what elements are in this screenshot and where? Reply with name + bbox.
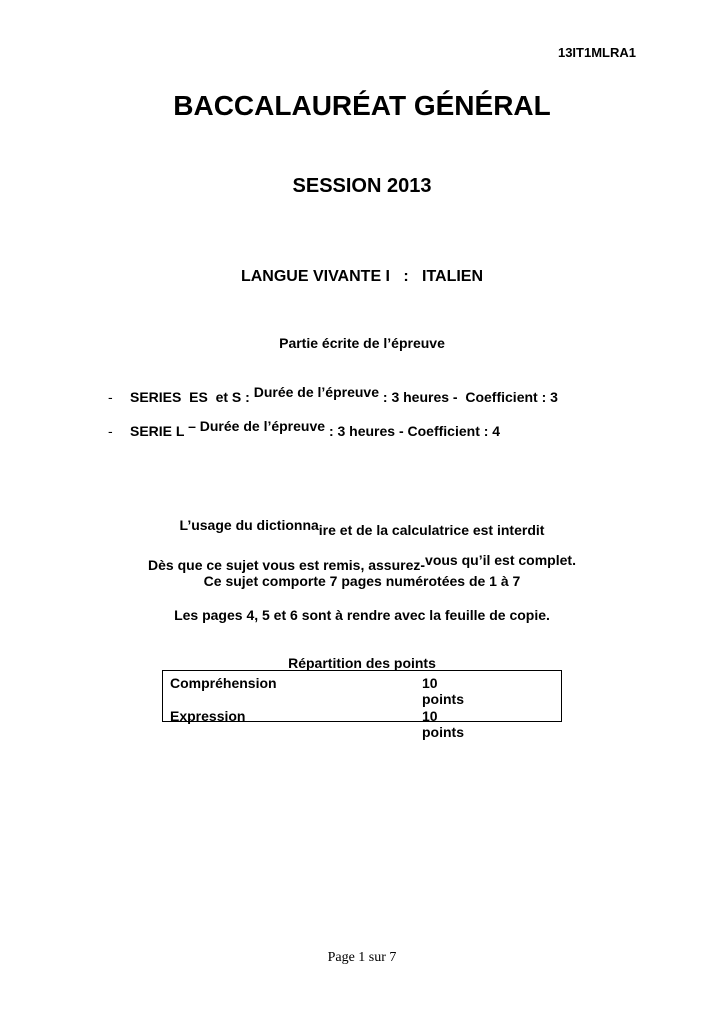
- exam-title: BACCALAURÉAT GÉNÉRAL: [173, 90, 551, 121]
- notice-usage-b: ire et de la calculatrice est interdit: [318, 522, 545, 538]
- series-line-1: [130, 384, 558, 405]
- part-title: Partie écrite de l’épreuve: [279, 335, 445, 351]
- points-row: [170, 708, 464, 740]
- notice-usage: [0, 517, 724, 538]
- notice-complete: [0, 552, 724, 573]
- series-duration-label-1: Durée de l’épreuve: [253, 384, 379, 400]
- notice-complete-a: Dès que ce sujet vous est remis, assurez-: [148, 557, 426, 573]
- series-details-1: : 3 heures - Coefficient : 3: [382, 389, 558, 405]
- points-table: [162, 670, 562, 740]
- series-details-2: : 3 heures - Coefficient : 4: [328, 423, 501, 439]
- series-bullet-2: -: [108, 423, 113, 439]
- subject-text: LANGUE VIVANTE I : ITALIEN: [240, 268, 484, 285]
- series-bullet-1: -: [108, 389, 113, 405]
- points-row-label: Compréhension: [170, 675, 277, 691]
- points-row-label: Expression: [170, 708, 246, 724]
- page-number: Page 1 sur 7: [327, 950, 397, 965]
- points-row: [170, 675, 464, 707]
- notice-return: Les pages 4, 5 et 6 sont à rendre avec la feuille de copie.: [174, 607, 550, 623]
- series-label-2: SERIE L: [130, 423, 185, 439]
- points-title: Répartition des points: [288, 655, 436, 671]
- notice-complete-b: vous qu’il est complet.: [425, 552, 576, 568]
- session-title: SESSION 2013: [292, 175, 432, 197]
- points-row-value: 10 points: [422, 708, 464, 740]
- series-label-1: SERIES ES et S :: [130, 389, 250, 405]
- notice-usage-a: L’usage du dictionna: [179, 517, 319, 533]
- series-duration-label-2: – Durée de l’épreuve: [188, 418, 326, 434]
- series-line-2: [130, 418, 501, 439]
- points-row-value: 10 points: [422, 675, 464, 707]
- document-code: 13IT1MLRA1: [557, 45, 636, 60]
- subject-title: [0, 268, 724, 286]
- notice-pages: Ce sujet comporte 7 pages numérotées de 1 à 7: [203, 573, 521, 589]
